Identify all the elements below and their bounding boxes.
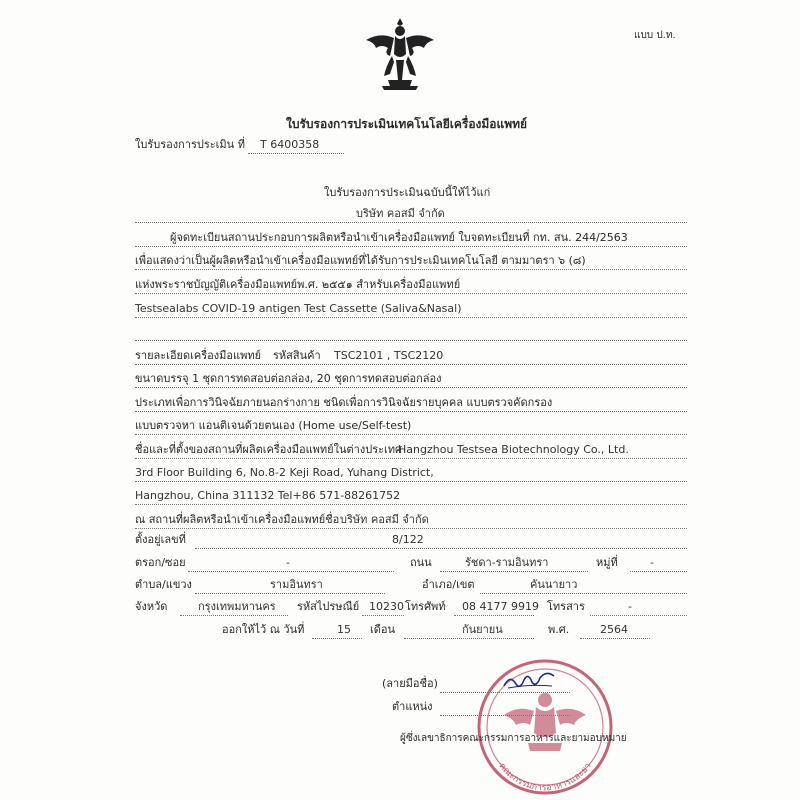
type-line: ประเภทเพื่อการวินิจฉัยภายนอกร่างกาย ชนิดเพื่อการวินิจฉัยรายบุคคล แบบตรวจคัดกรอง [135,396,553,409]
province-label: จังหวัด [135,600,168,613]
phone-label: โทรศัพท์ [405,600,446,613]
issue-year-label: พ.ศ. [548,623,570,636]
manufacturer-label: ชื่อและที่ตั้งของสถานที่ผลิตเครื่องมือแพทย์ในต่างประเทศ [135,443,402,456]
manufacturer-address-2: Hangzhou, China 311132 Tel+86 571-88261752 [135,489,401,502]
test-line: แบบตรวจหา แอนติเจนด้วยตนเอง (Home use/Self-test) [135,419,412,432]
form-code: แบบ ป.ท. [634,30,676,41]
company-name: บริษัท คอสมี จำกัด [356,207,445,220]
district-value: คันนายาว [530,578,578,591]
issue-label: ออกให้ไว้ ณ วันที่ [222,623,305,636]
cert-no-value: T 6400358 [260,138,320,151]
issued-to-label: ใบรับรองการประเมินฉบับนี้ให้ไว้แก่ [324,186,491,199]
paragraph-1: ผู้จดทะเบียนสถานประกอบการผลิตหรือนำเข้าเครื่องมือแพทย์ ใบจดทะเบียนที่ กท. สน. 244/2563 [170,231,628,244]
seal-text: คณะกรรมการอาหารและยา [496,761,594,794]
fax-value: - [628,600,632,613]
svg-text:คณะกรรมการอาหารและยา [497,761,594,793]
issue-month: กันยายน [462,623,503,636]
phone-value: 08 4177 9919 [462,600,539,613]
product-code-label: รหัสสินค้า [273,349,321,362]
soi-value: - [286,556,290,569]
signature-label: (ลายมือชื่อ) [382,677,438,690]
subdistrict-label: ตำบล/แขวง [135,578,192,591]
importer-label: ณ สถานที่ผลิตหรือนำเข้าเครื่องมือแพทย์ชื่อ [135,513,340,526]
position-label: ตำแหน่ง [392,700,433,713]
details-label: รายละเอียดเครื่องมือแพทย์ [135,349,262,362]
manufacturer-name: Hangzhou Testsea Biotechnology Co., Ltd. [398,443,629,456]
address-no-label: ตั้งอยู่เลขที่ [135,533,186,546]
issue-day: 15 [337,623,351,636]
garuda-emblem-icon [362,14,438,94]
postcode-value: 10230 [369,600,404,613]
fax-label: โทรสาร [547,600,585,613]
manufacturer-address-1: 3rd Floor Building 6, No.8-2 Keji Road, Yuhang District, [135,466,434,479]
product-codes: TSC2101 , TSC2120 [334,349,444,362]
address-no: 8/122 [392,533,424,546]
paragraph-2: เพื่อแสดงว่าเป็นผู้ผลิตหรือนำเข้าเครื่องมือแพทย์ที่ได้รับการประเมินเทคโนโลยี ตามมาตรา ๖ (๘) [135,254,586,267]
importer-name: บริษัท คอสมี จำกัด [340,513,429,526]
road-value: รัชดา-รามอินทรา [465,556,549,569]
moo-label: หมู่ที่ [596,556,618,569]
road-label: ถนน [410,556,432,569]
postcode-label: รหัสไปรษณีย์ [297,600,360,613]
issue-month-label: เดือน [370,623,396,636]
cert-no-label: ใบรับรองการประเมิน ที่ [135,138,245,151]
moo-value: - [650,556,654,569]
authority-line: ผู้ซึ่งเลขาธิการคณะกรรมการอาหารและยามอบหมาย [400,733,627,744]
province-value: กรุงเทพมหานคร [198,600,276,613]
subdistrict-value: รามอินทรา [270,578,323,591]
soi-label: ตรอก/ซอย [135,556,186,569]
device-name: Testsealabs COVID-19 antigen Test Cassette (Saliva&Nasal) [135,302,462,315]
issue-year: 2564 [600,623,628,636]
signature-scribble-icon [500,664,560,694]
district-label: อำเภอ/เขต [422,578,475,591]
paragraph-3: แห่งพระราชบัญญัติเครื่องมือแพทย์พ.ศ. ๒๕๕๑ สำหรับเครื่องมือแพทย์ [135,278,461,291]
page-title: ใบรับรองการประเมินเทคโนโลยีเครื่องมือแพทย์ [286,117,528,131]
pack-size: ขนาดบรรจุ 1 ชุดการทดสอบต่อกล่อง, 20 ชุดการทดสอบต่อกล่อง [135,372,442,385]
